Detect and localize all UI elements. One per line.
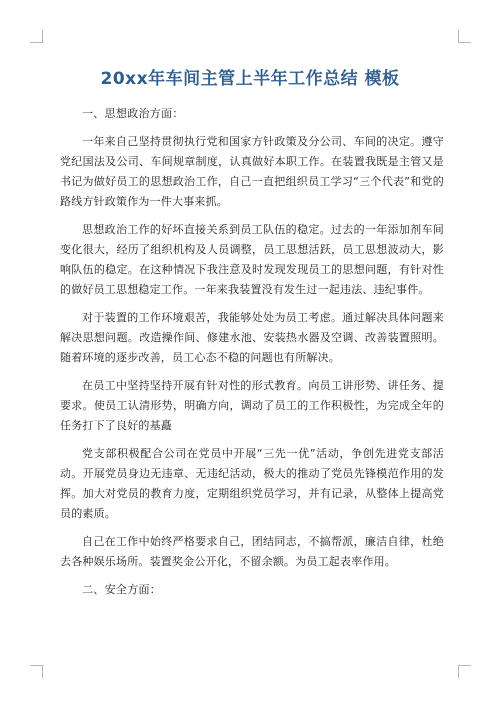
crop-mark-bottom-right xyxy=(458,665,471,678)
paragraph: 在员工中坚持坚持开展有针对性的形式教育。向员工讲形势、讲任务、提要求。使员工认清形势，明确方向，调动了员工的工作积极性，为完成全年的任务打下了良好的基矗 xyxy=(60,379,444,432)
paragraph: 党支部积极配合公司在党员中开展“三先一优”活动，争创先进党支部活动。开展党员身边无违章、无违纪活动，极大的推动了党员先锋模范作用的发挥。加大对党员的教育力度，定期组织党员学习，并有记录，从整体上提高党员的素质。 xyxy=(60,447,444,520)
paragraph: 一年来自己坚持贯彻执行党和国家方针政策及分公司、车间的决定。遵守党纪国法及公司、车间规章制度，认真做好本职工作。在装置我既是主管又是书记为做好员工的思想政治工作，自己一直把组织员工学习“三个代表”和党的路线方针政策作为一件大事来抓。 xyxy=(60,135,444,208)
paragraph: 思想政治工作的好坏直接关系到员工队伍的稳定。过去的一年添加剂车间变化很大，经历了组织机构及人员调整，员工思想活跃，员工思想波动大，影响队伍的稳定。在这种情况下我注意及时发现发现员工的思想问题，有针对性的做好员工思想稳定工作。一年来我装置没有发生过一起违法、违纪事件。 xyxy=(60,223,444,296)
paragraph: 自己在工作中始终严格要求自己，团结同志，不搞帮派，廉洁自律，杜绝去各种娱乐场所。装置奖金公开化，不留余额。为员工起表率作用。 xyxy=(60,535,444,568)
crop-mark-top-left xyxy=(30,30,43,43)
section-heading-safety: 二、安全方面： xyxy=(82,583,162,596)
paragraph: 对于装置的工作环境艰苦，我能够处处为员工考虑。通过解决具体问题来解决思想问题。改造操作间、修建水池、安装热水器及空调、改善装置照明。随着环境的逐步改善，员工心态不稳的问题也有所解决。 xyxy=(60,311,444,364)
document-title: 20xx年车间主管上半年工作总结 模板 xyxy=(100,69,400,89)
document-body xyxy=(60,104,444,608)
crop-mark-top-right xyxy=(458,30,471,43)
crop-mark-bottom-left xyxy=(30,665,43,678)
section-heading-politics: 一、思想政治方面： xyxy=(82,107,184,120)
